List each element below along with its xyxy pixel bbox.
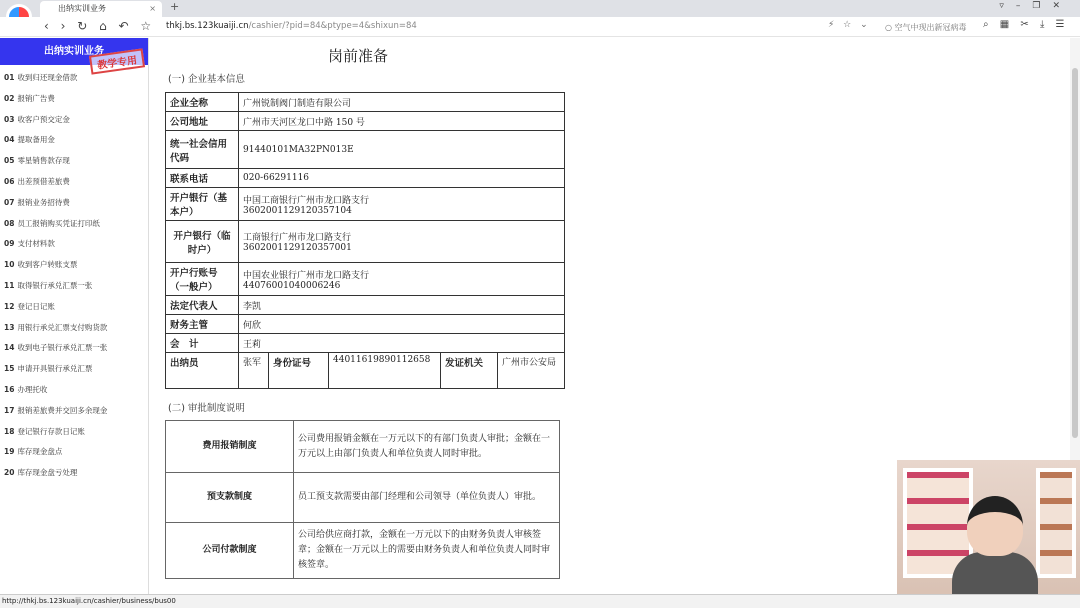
sidebar-item[interactable] <box>0 380 148 401</box>
item-label: 库存现金盘点 <box>17 447 63 457</box>
rule-row <box>166 421 560 473</box>
rule-text: 员工预支款需要由部门经理和公司领导（单位负责人）审批。 <box>294 473 560 523</box>
sidebar-item[interactable] <box>0 214 148 235</box>
item-number: 07 <box>4 197 15 207</box>
item-number: 01 <box>4 73 15 82</box>
lightning-icon[interactable]: ⚡ ☆ ⌄ <box>828 20 868 30</box>
scrollbar-thumb[interactable] <box>1072 68 1078 438</box>
sidebar <box>0 38 149 594</box>
item-number: 03 <box>4 114 15 124</box>
bank-name: 工商银行广州市龙口路支行 <box>243 233 352 243</box>
item-number: 13 <box>4 322 15 332</box>
sidebar-item[interactable] <box>0 193 148 214</box>
label: 企业全称 <box>166 93 239 112</box>
item-label: 申请开具银行承兑汇票 <box>17 364 93 374</box>
sidebar-item[interactable] <box>0 318 148 339</box>
url-input[interactable] <box>166 21 417 31</box>
bank-name: 中国农业银行广州市龙口路支行 <box>243 270 370 281</box>
sidebar-item[interactable] <box>0 130 148 151</box>
cashier-name: 张军 <box>239 353 269 389</box>
id-number: 440116198901126​58 <box>329 353 441 389</box>
sidebar-header[interactable]: 出纳实训业务 <box>0 38 148 65</box>
company-info-table <box>165 92 565 389</box>
item-number: 17 <box>4 405 15 415</box>
rule-text: 公司给供应商打款，金额在一万元以下的由财务负责人审核签章；金额在一万元以上的需要由财务负责人和单位负责人同时审核签章。 <box>294 523 560 579</box>
new-tab-button[interactable]: + <box>170 0 180 13</box>
item-number: 14 <box>4 343 15 353</box>
phone: 020-66291116 <box>239 169 565 188</box>
sidebar-item[interactable] <box>0 255 148 276</box>
legal-rep: 李凯 <box>239 296 565 315</box>
item-label: 报销差旅费并交回多余现金 <box>17 405 108 415</box>
item-number: 02 <box>4 93 15 103</box>
bank-general <box>239 263 565 296</box>
item-number: 15 <box>4 364 15 374</box>
bank-temp <box>239 221 565 263</box>
item-label: 报销业务招待费 <box>17 197 70 207</box>
rule-text: 公司费用报销金额在一万元以下的有部门负责人审批；金额在一万元以上由部门负责人和单位负责人同时审批。 <box>294 421 560 473</box>
finance-manager: 何欣 <box>239 315 565 334</box>
sidebar-item[interactable] <box>0 338 148 359</box>
item-number: 20 <box>4 468 15 478</box>
label: 开户银行（基本户） <box>166 188 239 221</box>
item-number: 08 <box>4 218 15 228</box>
item-label: 用银行承兑汇票支付购货款 <box>17 322 108 332</box>
item-number: 04 <box>4 135 15 145</box>
sidebar-item[interactable] <box>0 110 148 131</box>
sidebar-item[interactable] <box>0 442 148 463</box>
sidebar-item[interactable] <box>0 68 148 89</box>
sidebar-item[interactable] <box>0 401 148 422</box>
sidebar-item[interactable] <box>0 89 148 110</box>
item-number: 12 <box>4 301 15 311</box>
presenter-video <box>897 460 1080 598</box>
sidebar-item[interactable] <box>0 276 148 297</box>
item-label: 出差预借差旅费 <box>17 176 70 186</box>
browser-tab[interactable] <box>40 1 162 17</box>
address-bar <box>0 17 1080 37</box>
item-label: 收到电子银行承兑汇票一张 <box>17 343 108 353</box>
item-label: 收到归还现金借款 <box>17 73 78 82</box>
item-label: 零星销售款存现 <box>17 156 70 166</box>
close-tab-icon[interactable]: × <box>149 4 156 13</box>
search-box[interactable]: ○ 空气中现出新冠病毒 <box>885 23 967 32</box>
bank-name: 中国工商银行广州市龙口路支行 <box>243 195 370 206</box>
rule-name: 公司付款制度 <box>166 523 294 579</box>
toolbar-icons[interactable]: ⌕ ▦ ✂ ⤓ ☰ <box>983 19 1065 30</box>
label: 开户行账号（一般户） <box>166 263 239 296</box>
item-label: 取得银行承兑汇票一张 <box>17 280 93 290</box>
item-number: 06 <box>4 176 15 186</box>
accountant: 王莉 <box>239 334 565 353</box>
item-number: 10 <box>4 260 15 270</box>
label: 身份证号 <box>269 353 329 389</box>
sidebar-item[interactable] <box>0 359 148 380</box>
bank-basic <box>239 188 565 221</box>
item-label: 员工报销购买凭证打印纸 <box>17 218 100 228</box>
item-label: 登记银行存款日记账 <box>17 426 85 436</box>
status-bar-url: http://thkj.bs.123kuaiji.cn/cashier/business/bus00 <box>0 594 1080 608</box>
item-number: 18 <box>4 426 15 436</box>
issuer: 广州市公安局 <box>498 353 565 389</box>
credit-code: 91440101MA32PN013E <box>239 131 565 169</box>
item-label: 收客户预交定金 <box>17 114 70 124</box>
search-hint: 空气中现出新冠病毒 <box>894 23 967 32</box>
company-address: 广州市天河区龙口中路 150 号 <box>239 112 565 131</box>
label: 法定代表人 <box>166 296 239 315</box>
item-label: 收到客户转账支票 <box>17 260 78 270</box>
tab-title: 出纳实训业务 <box>58 4 106 13</box>
url-host: thkj.bs.123kuaiji.cn <box>166 21 249 31</box>
rule-row <box>166 523 560 579</box>
rule-name: 费用报销制度 <box>166 421 294 473</box>
sidebar-item[interactable] <box>0 422 148 443</box>
label: 出纳员 <box>166 353 239 389</box>
item-number: 05 <box>4 156 15 166</box>
label: 发证机关 <box>441 353 498 389</box>
bank-account: 3602001129120357001 <box>243 243 352 253</box>
sidebar-item[interactable] <box>0 151 148 172</box>
item-label: 提取备用金 <box>17 135 55 145</box>
approval-rules-table <box>165 420 560 579</box>
url-path: /cashier/?pid=84&ptype=4&shixun=84 <box>248 21 417 31</box>
rule-row <box>166 473 560 523</box>
section-company-info: (一) 企业基本信息 <box>168 74 245 85</box>
sidebar-item[interactable] <box>0 297 148 318</box>
item-label: 办理托收 <box>17 384 48 394</box>
sidebar-item[interactable] <box>0 463 148 484</box>
rule-name: 预支款制度 <box>166 473 294 523</box>
label: 会 计 <box>166 334 239 353</box>
label: 联系电话 <box>166 169 239 188</box>
item-number: 19 <box>4 447 15 457</box>
nav-buttons[interactable]: ‹ › ↻ ⌂ ↶ ☆ <box>44 19 152 33</box>
item-label: 库存现金盘亏处理 <box>17 468 78 478</box>
section-approval: (二) 审批制度说明 <box>168 403 245 414</box>
bank-account: 3602001129120357104 <box>243 205 352 216</box>
sidebar-item[interactable] <box>0 172 148 193</box>
item-label: 报销广告费 <box>17 93 55 103</box>
item-number: 11 <box>4 280 15 290</box>
label: 开户银行（临时户） <box>166 221 239 263</box>
item-label: 登记日记账 <box>17 301 55 311</box>
item-label: 支付材料款 <box>17 239 55 249</box>
item-number: 09 <box>4 239 15 249</box>
label: 公司地址 <box>166 112 239 131</box>
page-title: 岗前准备 <box>328 47 389 65</box>
sidebar-item[interactable] <box>0 234 148 255</box>
browser-tab-bar <box>0 0 1080 17</box>
label: 统一社会信用代码 <box>166 131 239 169</box>
bank-account: 44076001040006246 <box>243 280 341 291</box>
label: 财务主管 <box>166 315 239 334</box>
company-name: 广州锐制阀门制造有限公司 <box>239 93 565 112</box>
teaching-stamp: 教学专用 <box>89 48 145 74</box>
item-number: 16 <box>4 384 15 394</box>
window-controls[interactable]: ▿–❐✕ <box>999 1 1072 11</box>
